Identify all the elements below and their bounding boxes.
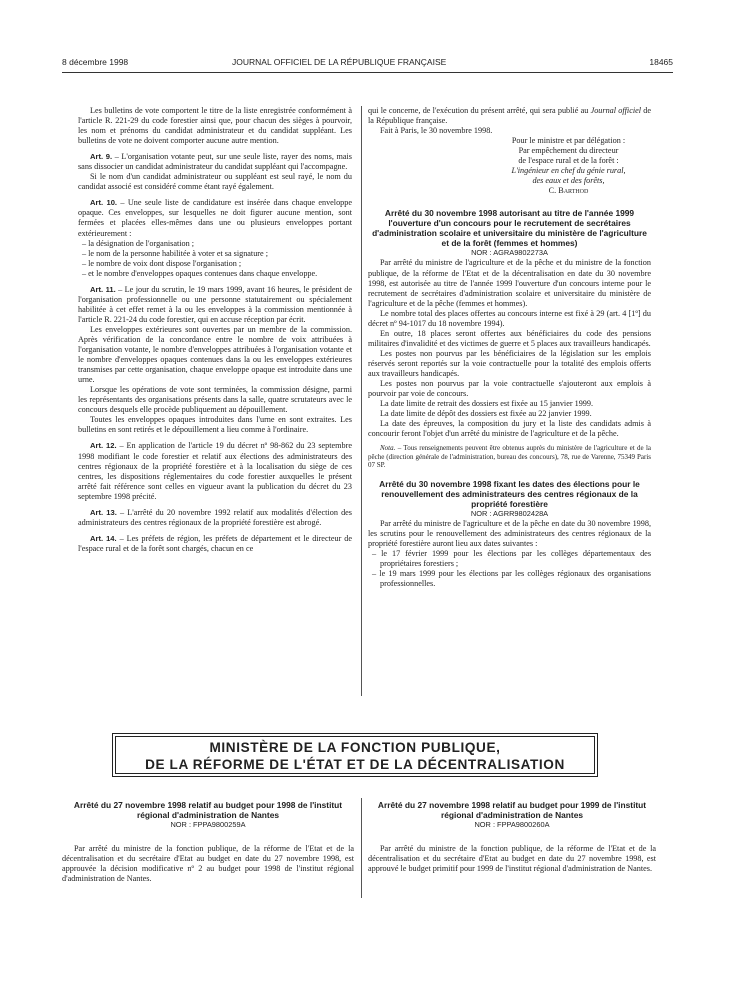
article-number: Art. 10.	[90, 198, 118, 208]
signature-line: Pour le ministre et par délégation :	[511, 136, 626, 146]
page-number: 18465	[649, 57, 673, 67]
paragraph: Par arrêté du ministre de l'agriculture et de la pêche en date du 30 novembre 1998, les scrutins pour le renouvellement des administrateurs des centres régionaux de la propriété forestière auront lieu aux dates suivantes :	[368, 518, 651, 548]
article-12	[78, 441, 352, 501]
text: qui le concerne, de l'exécution du présent arrêté, qui sera publié au	[368, 106, 591, 115]
note-label: Nota.	[380, 444, 396, 453]
paragraph: Lorsque les opérations de vote sont terminées, la commission désigne, parmi les représentants des organisations présents dans la salle, quatre scrutateurs avec le concours desquels elle procède publiquement au dépouillement.	[78, 385, 352, 415]
paragraph: La date limite de retrait des dossiers est fixée au 15 janvier 1999.	[380, 399, 594, 409]
article-13	[78, 508, 352, 528]
list-item: – le 19 mars 1999 pour les élections par les collèges régionaux des organisations professionnelles.	[372, 568, 651, 588]
paragraph: Les postes non pourvus par la voie contractuelle s'ajouteront aux emplois à pourvoir par voie de concours.	[368, 379, 651, 399]
paragraph: Si le nom d'un candidat administrateur ou suppléant est seul rayé, le nom du candidat associé est considéré comme étant rayé également.	[78, 172, 352, 192]
article-number: Art. 14.	[90, 533, 117, 543]
signature-line: L'ingénieur en chef du génie rural,	[511, 166, 626, 176]
article-text: – Une seule liste de candidature est insérée dans chaque enveloppe opaque. Ces enveloppes, sur lesquelles ne doit figurer aucune mention, sont fermées et placées elles-mêmes dans une ou plusieurs enveloppes portant extérieurement :	[78, 198, 353, 238]
decree-title: Arrêté du 30 novembre 1998 fixant les dates des élections pour le renouvellement des administrateurs des centres régionaux de la propriété forestière	[379, 478, 640, 509]
paragraph: Le nombre total des places offertes au concours interne est fixé à 29 (art. 4 [1º] du décret nº 94-1017 du 18 novembre 1994).	[368, 308, 651, 328]
nor-reference: NOR : FPPA9800260A	[474, 820, 550, 829]
list-item: – le 17 février 1999 pour les élections par les collèges départementaux des propriétaires forestiers ;	[372, 548, 651, 568]
article-number: Art. 9.	[90, 152, 113, 162]
paragraph: Les bulletins de vote comportent le titre de la liste enregistrée conformément à l'article R. 221-29 du code forestier ainsi que, pour chacun des sièges à pourvoir, les nom et prénoms du candidat administrateur et du candidat suppléant. Les bulletins de vote ne doivent comporter aucune autre mention.	[78, 106, 352, 146]
signature-line: Par empêchement du directeur	[518, 146, 619, 156]
ministry-heading	[115, 736, 595, 774]
decree-title: Arrêté du 27 novembre 1998 relatif au budget pour 1998 de l'institut régional d'administration de Nantes	[73, 800, 343, 820]
article-number: Art. 11.	[90, 284, 116, 294]
signature-line: des eaux et des forêts,	[532, 176, 605, 186]
article-text: – L'organisation votante peut, sur une seule liste, rayer des noms, mais sans dissocier un candidat administrateur du candidat suppléant qui l'accompagne.	[78, 152, 352, 172]
decree-title: Arrêté du 27 novembre 1998 relatif au budget pour 1999 de l'institut régional d'administration de Nantes	[377, 800, 647, 820]
paragraph	[368, 106, 651, 126]
paragraph: La date des épreuves, la composition du jury et la liste des candidats admis à concourir feront l'objet d'un arrêté du ministre de l'agriculture et de la pêche.	[368, 419, 651, 439]
ministry-line: DE LA RÉFORME DE L'ÉTAT ET DE LA DÉCENTRALISATION	[145, 757, 565, 772]
paragraph: Par arrêté du ministre de la fonction publique, de la réforme de l'Etat et de la décentralisation et du secrétaire d'Etat au budget en date du 27 novembre 1998, est approuvée la décision modificative nº 2 au budget pour 1998 de l'institut régional d'administration de Nantes.	[62, 844, 354, 884]
bottom-left-column	[62, 800, 354, 884]
article-number: Art. 13.	[90, 507, 117, 517]
signature-line: de l'espace rural et de la forêt :	[518, 156, 619, 166]
list-item: – la désignation de l'organisation ;	[82, 238, 195, 248]
bottom-right-column	[368, 800, 656, 874]
issue-date: 8 décembre 1998	[62, 57, 129, 67]
paragraph: La date limite de dépôt des dossiers est fixée au 22 janvier 1999.	[380, 409, 592, 419]
paragraph: Les postes non pourvus par les bénéficiaires de la législation sur les emplois réservés seront reportés sur la voie contractuelle pour la totalité des emplois offerts aux travailleurs handicapés.	[368, 348, 651, 378]
article-text: – En application de l'article 19 du décret nº 98-862 du 23 septembre 1998 modifiant le code forestier et relatif aux élections des administrateurs des centres régionaux de la propriété forestière et à la localisation du siège de ces centres, les dispositions réglementaires du code forestier auxquelles le présent arrêté fait référence sont celles en vigueur avant la publication du décret du 23 septembre 1998 précité.	[78, 441, 353, 501]
column-divider	[361, 798, 362, 898]
article-14	[78, 534, 352, 554]
journal-title: JOURNAL OFFICIEL DE LA RÉPUBLIQUE FRANÇAISE	[232, 57, 447, 67]
paragraph: Toutes les enveloppes opaques introduites dans l'urne en sont extraites. Les bulletins en sont retirés et le dépouillement a lieu comme à l'ordinaire.	[78, 415, 352, 435]
article-10	[78, 198, 352, 238]
right-column	[368, 106, 651, 589]
left-column	[78, 106, 352, 554]
note	[368, 444, 651, 469]
paragraph: Par arrêté du ministre de la fonction publique, de la réforme de l'Etat et de la décentralisation et du secrétaire d'Etat au budget en date du 27 novembre 1998, est approuvé le budget primitif pour 1999 de l'institut régional d'administration de Nantes.	[368, 844, 656, 874]
column-divider	[361, 106, 362, 696]
article-text: – Le jour du scrutin, le 19 mars 1999, avant 16 heures, le président de l'organisation professionnelle ou une personne statutairement ou spécialement habilitée à cet effet remet à la ou les enveloppes à la commission mentionnée à l'article R. 221-24 du code forestier, qui en accuse réception par écrit.	[78, 284, 352, 324]
paragraph: En outre, 18 places seront offertes aux bénéficiaires du code des pensions militaires d'invalidité et des victimes de guerre et 5 places aux travailleurs handicapés.	[368, 328, 651, 348]
decree-title: Arrêté du 30 novembre 1998 autorisant au titre de l'année 1999 l'ouverture d'un concours pour le recrutement de secrétaires d'administration scolaire et universitaire du ministère de l'agriculture et de la forêt (femmes et hommes)	[372, 208, 647, 249]
article-9	[78, 152, 352, 172]
list-item: – le nombre de voix dont dispose l'organisation ;	[82, 258, 242, 268]
nor-reference: NOR : FPPA9800259A	[170, 820, 246, 829]
ministry-line: MINISTÈRE DE LA FONCTION PUBLIQUE,	[209, 740, 501, 755]
article-number: Art. 12.	[90, 441, 117, 451]
article-text: – L'arrêté du 20 novembre 1992 relatif aux modalités d'élection des administrateurs des centres régionaux de la propriété forestière est abrogé.	[78, 507, 352, 527]
signature-date: Fait à Paris, le 30 novembre 1998.	[380, 126, 493, 136]
text: de la République française.	[368, 106, 651, 126]
nor-reference: NOR : AGRA9802273A	[471, 248, 548, 258]
signature-block	[486, 136, 651, 196]
nor-reference: NOR : AGRR9802428A	[470, 508, 549, 518]
header-rule	[62, 72, 673, 73]
page-header	[62, 57, 673, 71]
paragraph: Par arrêté du ministre de l'agriculture et de la pêche et du ministre de la fonction publique, de la réforme de l'Etat et de la décentralisation en date du 30 novembre 1998, est autorisée au titre de l'année 1999 l'ouverture d'un concours interne pour le recrutement de secrétaires d'administration scolaire et universitaire du ministère de l'agriculture et de la pêche (femmes et hommes).	[368, 258, 651, 308]
journal-name: Journal officiel	[590, 106, 642, 115]
article-text: – Les préfets de région, les préfets de département et le directeur de l'espace rural et de la forêt sont chargés, chacun en ce	[78, 533, 352, 553]
list-item: – et le nombre d'enveloppes opaques contenues dans chaque enveloppe.	[82, 268, 318, 278]
article-11	[78, 285, 352, 325]
signatory-name: C. Barthod	[548, 186, 589, 196]
note-text: – Tous renseignements peuvent être obtenus auprès du ministère de l'agriculture et de la pêche (direction générale de l'administration, bureau des concours), 78, rue de Varenne, 75349 Paris 07 SP.	[368, 444, 651, 470]
list-item: – le nom de la personne habilitée à voter et sa signature ;	[82, 248, 268, 258]
paragraph: Les enveloppes extérieures sont ouvertes par un membre de la commission. Après vérification de la concordance entre le nombre de voix attribuées à l'organisation votante, le nombre d'enveloppes attribuées à l'organisation votante et le nombre d'enveloppes opaques contenues dans la ou les enveloppes extérieures transmises par cette organisation, chaque enveloppe opaque est introduite dans une urne.	[78, 324, 352, 385]
